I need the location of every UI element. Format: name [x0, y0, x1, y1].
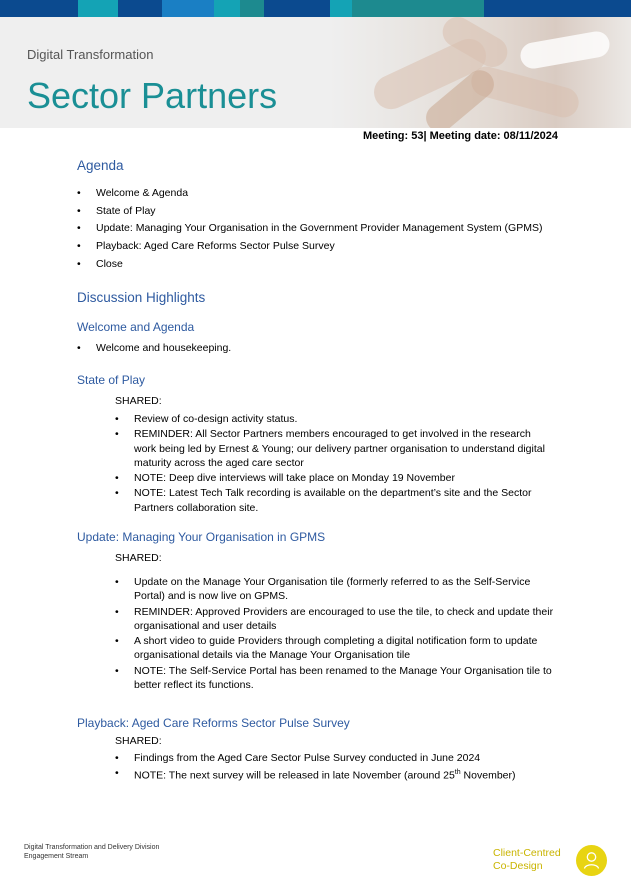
list-item: • Update on the Manage Your Organisation tile (formerly referred to as the Self-Service Portal) and is now live on GPMS.: [115, 575, 560, 604]
list-item: • REMINDER: All Sector Partners members encouraged to get involved in the research work being led by Ernest & Young; our delivery partner organisation to understand digital maturity across the aged care sector: [115, 427, 545, 470]
footer-division: [24, 843, 159, 861]
meeting-info: Meeting: 53| Meeting date: 08/11/2024: [362, 130, 558, 142]
list-item: • Review of co-design activity status.: [115, 412, 545, 426]
shared-label: SHARED:: [115, 395, 162, 407]
brand-line: Client-Centred: [493, 847, 561, 859]
playback-list: [115, 751, 560, 784]
document-subtitle: Digital Transformation: [27, 47, 154, 62]
top-color-strip: [0, 0, 631, 17]
brand-line: Co-Design: [493, 859, 543, 872]
footer-brand: [493, 847, 561, 872]
list-item: • Welcome and housekeeping.: [77, 340, 597, 358]
state-of-play-list: [115, 412, 545, 516]
list-item: • Findings from the Aged Care Sector Pulse Survey conducted in June 2024: [115, 751, 560, 765]
stream-name: Engagement Stream: [24, 853, 89, 860]
agenda-list: [77, 185, 597, 274]
header-banner: [0, 17, 631, 128]
shared-label: SHARED:: [115, 735, 162, 747]
gpms-heading: Update: Managing Your Organisation in GPMS: [77, 530, 326, 544]
discussion-heading: Discussion Highlights: [77, 290, 206, 305]
division-name: Digital Transformation and Delivery Division: [24, 844, 160, 851]
page-title: Sector Partners: [27, 75, 278, 116]
agenda-heading: Agenda: [77, 158, 124, 173]
item-text: November): [460, 769, 516, 782]
list-item: • State of Play: [77, 203, 597, 221]
welcome-list: [77, 340, 597, 358]
list-item: • NOTE: The Self-Service Portal has been renamed to the Manage Your Organisation tile to better reflect its functions.: [115, 664, 560, 693]
hands-photo: [330, 17, 631, 128]
list-item: • REMINDER: Approved Providers are encouraged to use the tile, to check and update their organisational and user details: [115, 605, 560, 634]
list-item: [115, 766, 560, 783]
ordinal-suffix: th: [454, 769, 461, 777]
list-item: • Welcome & Agenda: [77, 185, 597, 203]
person-icon: [576, 845, 607, 876]
list-item: • A short video to guide Providers through completing a digital notification form to update organisational details via the Manage Your Organisation tile: [115, 634, 560, 663]
list-item: • Close: [77, 256, 597, 274]
gpms-list: [115, 575, 560, 693]
shared-label: SHARED:: [115, 552, 162, 564]
list-item: • Update: Managing Your Organisation in the Government Provider Management System (GPMS): [77, 220, 597, 238]
playback-heading: Playback: Aged Care Reforms Sector Pulse Survey: [77, 716, 350, 730]
state-of-play-heading: State of Play: [77, 373, 146, 387]
item-text: NOTE: The next survey will be released in late November (around 25: [134, 769, 455, 782]
list-item: • NOTE: Latest Tech Talk recording is available on the department’s site and the Sector Partners collaboration site.: [115, 486, 545, 515]
list-item: • Playback: Aged Care Reforms Sector Pulse Survey: [77, 238, 597, 256]
welcome-heading: Welcome and Agenda: [77, 320, 195, 334]
list-item: • NOTE: Deep dive interviews will take place on Monday 19 November: [115, 471, 545, 485]
